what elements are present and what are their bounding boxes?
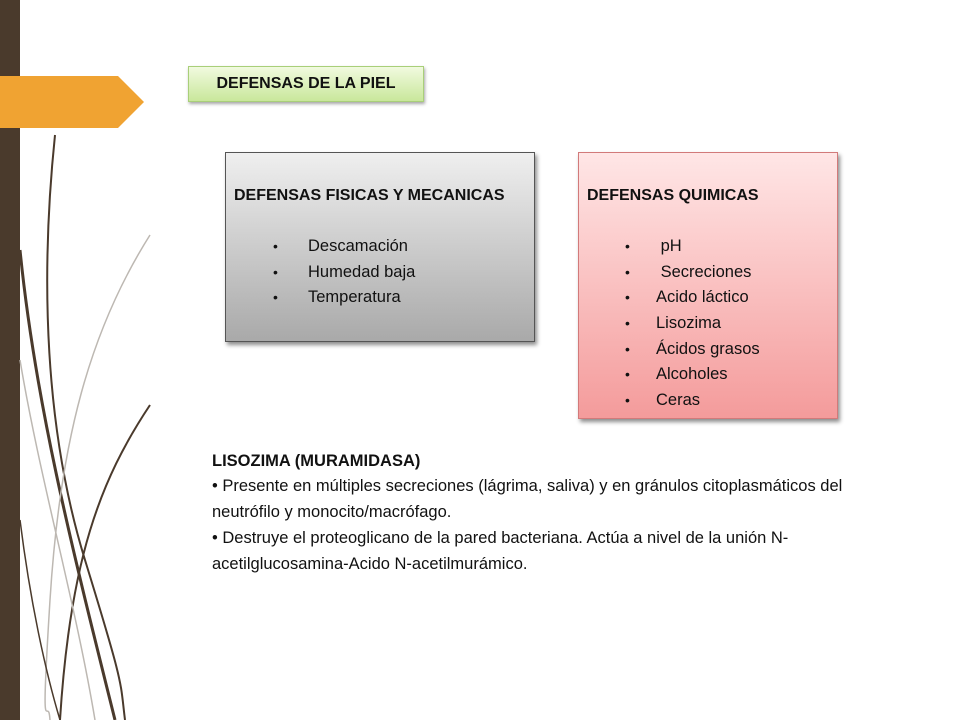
bullet-icon: • [625, 392, 630, 409]
chemical-defenses-box: DEFENSAS QUIMICAS • pH • Secreciones • Acido láctico • Lisozima • Ácidos grasos • Alcoholes • Ceras [578, 152, 838, 419]
physical-defenses-title: DEFENSAS FISICAS Y MECANICAS [234, 187, 505, 204]
bullet-icon: • [625, 366, 630, 383]
physical-defenses-box: DEFENSAS FISICAS Y MECANICAS • Descamación • Humedad baja • Temperatura [225, 152, 535, 342]
lisozima-section [212, 449, 902, 577]
bullet-icon: • [273, 263, 278, 280]
lisozima-title: LISOZIMA (MURAMIDASA) [212, 452, 421, 470]
bullet-icon: • [625, 263, 630, 280]
bullet-icon: • [273, 289, 278, 306]
lisozima-paragraph: • Destruye el proteoglicano de la pared bacteriana. Actúa a nivel de la unión N-acetilglucosamina-Acido N-acetilmurámico. [212, 529, 789, 573]
bullet-icon: • [625, 315, 630, 332]
lisozima-paragraph: • Presente en múltiples secreciones (lágrima, saliva) y en gránulos citoplasmáticos del neutrófilo y monocito/macrófago. [212, 477, 843, 521]
slide-title: DEFENSAS DE LA PIEL [188, 66, 424, 102]
orange-arrow-shape [0, 76, 144, 128]
chemical-defenses-title: DEFENSAS QUIMICAS [587, 187, 759, 204]
bullet-icon: • [625, 238, 630, 254]
bullet-icon: • [273, 238, 278, 254]
bullet-icon: • [625, 340, 630, 357]
bullet-icon: • [625, 289, 630, 306]
